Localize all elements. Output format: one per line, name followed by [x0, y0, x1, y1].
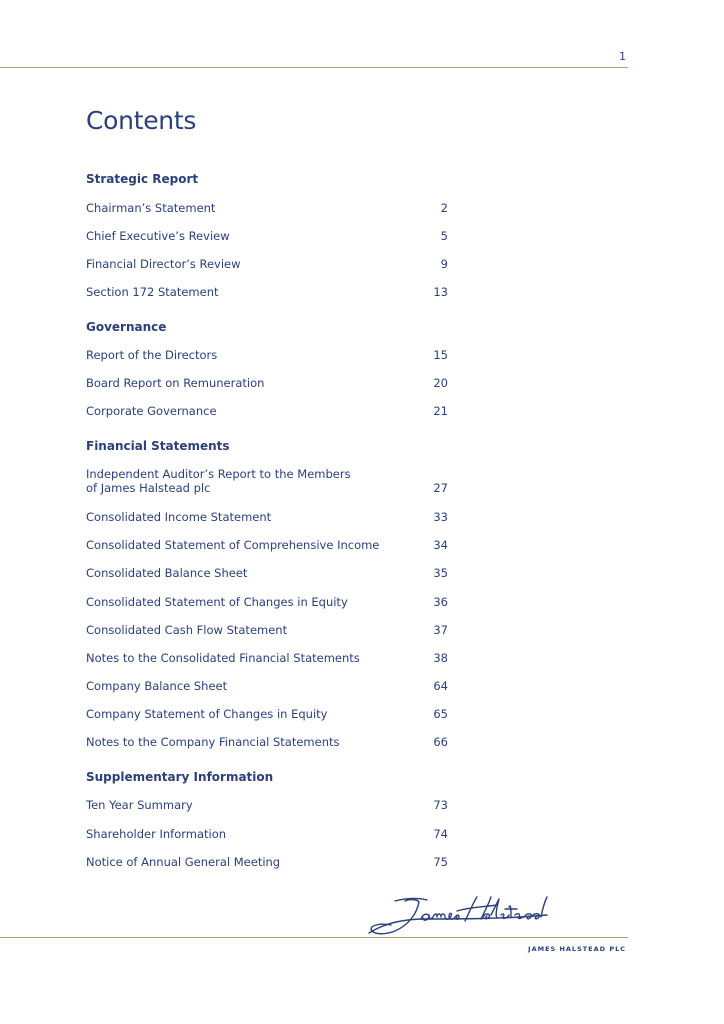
- toc-entry-title: Chief Executive’s Review: [86, 229, 230, 243]
- toc-entry-page: 15: [433, 348, 448, 362]
- toc-entry-title: Board Report on Remuneration: [86, 376, 265, 390]
- page-number: 1: [619, 50, 626, 63]
- toc-entry-page: 73: [433, 798, 448, 812]
- toc-entry-title: Consolidated Cash Flow Statement: [86, 623, 288, 637]
- toc-entry-title: Notice of Annual General Meeting: [86, 855, 281, 869]
- toc-entry-page: 38: [433, 651, 448, 665]
- toc-entry-title: Consolidated Statement of Changes in Equity: [86, 595, 348, 609]
- toc-entry-page: 21: [433, 404, 448, 418]
- toc-entry-title: Independent Auditor’s Report to the Members: [86, 467, 351, 481]
- toc-entry-page: 37: [433, 623, 448, 637]
- section-heading-strategic-report: Strategic Report: [86, 172, 199, 186]
- toc-entry-page: 2: [440, 201, 448, 215]
- toc-entry-page: 35: [433, 566, 448, 580]
- toc-entry-page: 64: [433, 679, 448, 693]
- toc-entry-page: 74: [433, 827, 448, 841]
- company-name: JAMES HALSTEAD PLC: [528, 945, 626, 953]
- toc-entry-title: Notes to the Company Financial Statements: [86, 735, 340, 749]
- toc-entry-page: 34: [433, 538, 448, 552]
- page-title: Contents: [86, 106, 197, 135]
- toc-entry-page: 27: [433, 481, 448, 495]
- section-heading-financial-statements: Financial Statements: [86, 439, 230, 453]
- section-heading-supplementary-information: Supplementary Information: [86, 770, 274, 784]
- toc-entry-page: 13: [433, 285, 448, 299]
- toc-entry-title: Financial Director’s Review: [86, 257, 241, 271]
- toc-entry-page: 9: [440, 257, 448, 271]
- signature-icon: [365, 893, 555, 939]
- signature-logo: [365, 893, 555, 943]
- toc-entry-title: Section 172 Statement: [86, 285, 219, 299]
- toc-entry-page: 5: [440, 229, 448, 243]
- toc-entry-title: Ten Year Summary: [86, 798, 193, 812]
- toc-entry-title: Chairman’s Statement: [86, 201, 216, 215]
- toc-entry-title: Consolidated Statement of Comprehensive Income: [86, 538, 380, 552]
- bottom-rule: [0, 937, 628, 938]
- toc-entry-title: Shareholder Information: [86, 827, 227, 841]
- toc-entry-page: 33: [433, 510, 448, 524]
- toc-entry-title: Company Balance Sheet: [86, 679, 228, 693]
- top-rule: [0, 67, 628, 68]
- toc-entry-page: 66: [433, 735, 448, 749]
- toc-entry-title: Notes to the Consolidated Financial Statements: [86, 651, 360, 665]
- toc-entry-title: Consolidated Income Statement: [86, 510, 272, 524]
- toc-entry-title: Report of the Directors: [86, 348, 218, 362]
- toc-entry-title: Corporate Governance: [86, 404, 217, 418]
- toc-entry-title: Company Statement of Changes in Equity: [86, 707, 328, 721]
- section-heading-governance: Governance: [86, 320, 167, 334]
- toc-entry-page: 20: [433, 376, 448, 390]
- toc-entry-title-continued: of James Halstead plc: [86, 481, 211, 495]
- toc-entry-page: 65: [433, 707, 448, 721]
- toc-entry-page: 75: [433, 855, 448, 869]
- toc-entry-title: Consolidated Balance Sheet: [86, 566, 248, 580]
- toc-entry-page: 36: [433, 595, 448, 609]
